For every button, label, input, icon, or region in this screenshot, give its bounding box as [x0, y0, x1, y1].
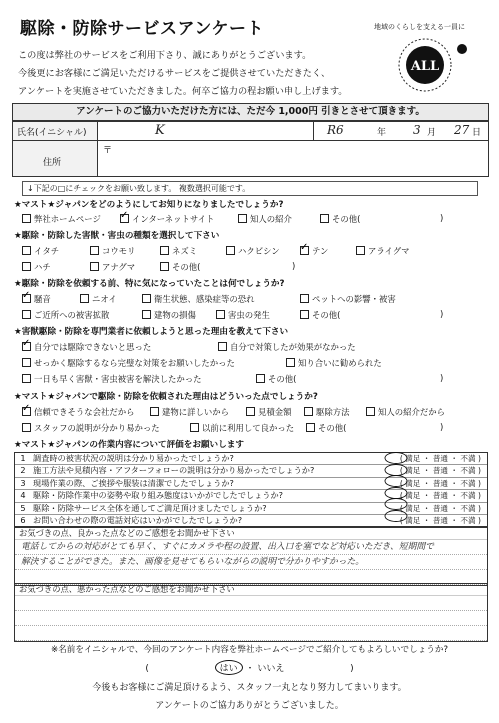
- q3-other-close: ): [440, 309, 444, 319]
- q3-option-hygiene[interactable]: 衛生状態、感染症等の恐れ: [142, 293, 255, 305]
- company-logo: [380, 35, 475, 97]
- checkbox[interactable]: [142, 310, 151, 319]
- feedback-good-box: [14, 527, 488, 586]
- q5-other-close: ): [440, 422, 444, 432]
- q4-other-close: ): [440, 373, 444, 383]
- consent-question: ※名前をイニシャルで、今回のアンケート内容を弊社ホームページでご紹介してもよろしいでしょうか?: [50, 645, 449, 655]
- day-field[interactable]: 27: [454, 123, 470, 137]
- q3-option-neighbors[interactable]: ご近所への被害拡散: [22, 309, 109, 321]
- month-label: 月: [427, 128, 437, 138]
- consent-yes[interactable]: はい: [215, 660, 243, 675]
- checkbox[interactable]: [22, 374, 31, 383]
- q3-option-smell[interactable]: ニオイ: [80, 293, 117, 305]
- closing-line-2: アンケートのご協力ありがとうございました。: [155, 701, 344, 711]
- checkbox[interactable]: [22, 423, 31, 432]
- q5-option-other[interactable]: その他(: [306, 422, 346, 434]
- checkbox[interactable]: [300, 310, 309, 319]
- q2-option-koumori[interactable]: コウモリ: [90, 245, 136, 257]
- q2-option-araiguma[interactable]: アライグマ: [356, 245, 409, 257]
- q4-option-self-failed[interactable]: 自分で対策したが効果がなかった: [218, 341, 356, 353]
- evaluation-title: ★マスト★ジャパンの作業内容について評価をお願いします: [14, 440, 244, 450]
- svg-text:ALL: ALL: [410, 59, 440, 74]
- feedback-good-title: お気づきの点、良かった点などのご感想をお聞かせ下さい: [15, 528, 487, 540]
- postal-mark: 〒: [103, 146, 113, 156]
- checkbox[interactable]: [22, 246, 31, 255]
- question-1-title: ★マスト★ジャパンをどのようにしてお知りになりましたでしょうか?: [14, 200, 284, 210]
- q5-option-previous-use[interactable]: 以前に利用して良かった: [190, 422, 294, 434]
- intro-line-2: 今後更にお客様にご満足いただけるサービスをご提供させていただきたく、: [18, 68, 331, 79]
- name-field[interactable]: K: [155, 123, 165, 138]
- page-title: 駆除・防除サービスアンケート: [20, 19, 264, 39]
- feedback-bad-box: [14, 583, 488, 642]
- checkbox-checked[interactable]: [22, 407, 31, 416]
- evaluation-row: 3 現場作業の際、ご挨拶や服装は清潔でしたでしょうか? ( 満足 ・ 普通 ・ 不満 ): [15, 478, 487, 490]
- checkbox[interactable]: [226, 246, 235, 255]
- q4-option-cannot-self[interactable]: ✓自分では駆除できないと思った: [22, 341, 151, 353]
- month-field[interactable]: 3: [413, 123, 421, 137]
- evaluation-table: [14, 452, 488, 527]
- q2-other-close: ): [292, 261, 296, 271]
- q5-option-method[interactable]: 駆除方法: [304, 406, 350, 418]
- evaluation-row: 6 お問い合わせの際の電話対応はいかがでしたでしょうか? ( 満足 ・ 普通 ・ 不満 ): [20, 514, 481, 525]
- checkbox-checked[interactable]: [120, 214, 129, 223]
- checkbox[interactable]: [80, 294, 89, 303]
- checkbox[interactable]: [216, 310, 225, 319]
- closing-line-1: 今後もお客様にご満足頂けるよう、スタッフ一丸となり努力してまいります。: [92, 683, 407, 693]
- checkbox[interactable]: [22, 358, 31, 367]
- q4-option-other[interactable]: その他(: [256, 373, 296, 385]
- discount-banner: アンケートのご協力いただけた方には、ただ今 1,000円 引きとさせて頂きます。: [12, 103, 489, 121]
- checkbox-checked[interactable]: [300, 246, 309, 255]
- question-4-title: ★害獣駆除・防除を専門業者に依頼しようと思った理由を教えて下さい: [14, 327, 289, 337]
- q5-option-referral[interactable]: 知人の紹介だから: [366, 406, 445, 418]
- checkbox-checked[interactable]: [22, 294, 31, 303]
- intro-line-3: アンケートを実施させていただきました。何卒ご協力の程お願い申し上げます。: [18, 86, 348, 97]
- checkbox[interactable]: [160, 246, 169, 255]
- address-field[interactable]: [101, 156, 481, 170]
- checkbox[interactable]: [320, 214, 329, 223]
- q4-option-recommended[interactable]: 知り合いに勧められた: [286, 357, 382, 369]
- q1-option-homepage[interactable]: 弊社ホームページ: [22, 213, 101, 225]
- checkbox[interactable]: [256, 374, 265, 383]
- rating-scale[interactable]: ( 満足 ・ 普通 ・ 不満 ): [399, 515, 481, 525]
- q3-option-building-damage[interactable]: 建物の損傷: [142, 309, 196, 321]
- checkbox[interactable]: [160, 262, 169, 271]
- q4-option-quick[interactable]: 一日も早く害獣・害虫被害を解決したかった: [22, 373, 202, 385]
- question-3-title: ★駆除・防除を依頼する前、特に気になっていたことは何でしょうか?: [14, 279, 285, 289]
- checkbox[interactable]: [190, 423, 199, 432]
- q2-option-hakubishin[interactable]: ハクビシン: [226, 245, 280, 257]
- q1-option-other[interactable]: その他(: [320, 213, 360, 225]
- q2-option-itachi[interactable]: イタチ: [22, 245, 59, 257]
- checkbox[interactable]: [246, 407, 255, 416]
- checkbox[interactable]: [22, 310, 31, 319]
- checkbox[interactable]: [90, 246, 99, 255]
- checkbox[interactable]: [142, 294, 151, 303]
- checkbox[interactable]: [366, 407, 375, 416]
- q3-option-pets[interactable]: ペットへの影響・被害: [300, 293, 396, 305]
- q3-option-noise[interactable]: ✓騒音: [22, 293, 51, 305]
- rating-scale[interactable]: ( 満足 ・ 普通 ・ 不満 ): [399, 491, 481, 501]
- checkbox[interactable]: [150, 407, 159, 416]
- checkbox-checked[interactable]: [22, 342, 31, 351]
- evaluation-row: 2 施工方法や見積内容・アフターフォローの説明は分かり易かったでしょうか? ( 満足 ・ 普通 ・ 不満 ): [15, 465, 487, 477]
- checkbox[interactable]: [306, 423, 315, 432]
- row-divider: [13, 140, 488, 141]
- date-era-field[interactable]: R6: [327, 123, 344, 137]
- q1-option-internet[interactable]: ✓ インターネットサイト: [120, 213, 214, 225]
- feedback-bad-line[interactable]: [15, 626, 487, 641]
- question-2-title: ★駆除・防除した害獣・害虫の種類を選択して下さい: [14, 231, 220, 241]
- checkbox[interactable]: [304, 407, 313, 416]
- q2-option-ten[interactable]: ✓ テン: [300, 245, 328, 257]
- intro-line-1: この度は弊社のサービスをご利用下さり、誠にありがとうございます。: [18, 50, 312, 61]
- rating-scale[interactable]: ( 満足 ・ 普通 ・ 不満 ): [399, 454, 481, 463]
- feedback-bad-title: お気づきの点、悪かった点などのご感想をお聞かせ下さい: [15, 584, 487, 596]
- checkbox[interactable]: [90, 262, 99, 271]
- q4-option-perfect[interactable]: せっかく駆除するなら完璧な対策をお願いしたかった: [22, 357, 235, 369]
- checkbox[interactable]: [286, 358, 295, 367]
- day-label: 日: [472, 128, 482, 138]
- q2-option-anaguma[interactable]: アナグマ: [90, 261, 135, 273]
- q5-option-estimate[interactable]: 見積金額: [246, 406, 292, 418]
- address-label: 住所: [43, 158, 62, 168]
- name-label: 氏名(イニシャル): [17, 128, 87, 138]
- consent-options: ( はい ・ いいえ ): [0, 660, 499, 675]
- q3-option-other[interactable]: その他(: [300, 309, 340, 321]
- year-label: 年: [377, 128, 387, 138]
- q2-option-nezumi[interactable]: ネズミ: [160, 245, 197, 257]
- checkbox[interactable]: [22, 262, 31, 271]
- checkbox[interactable]: [238, 214, 247, 223]
- checkbox[interactable]: [300, 294, 309, 303]
- evaluation-row: 1 調査時の被害状況の説明は分かり易かったでしょうか? ( 満足 ・ 普通 ・ 不満 ): [15, 453, 487, 465]
- q5-option-building-knowledge[interactable]: 建物に詳しいから: [150, 406, 229, 418]
- q1-option-referral[interactable]: 知人の紹介: [238, 213, 292, 225]
- consent-no[interactable]: いいえ: [257, 664, 285, 674]
- feedback-bad-line[interactable]: [15, 596, 487, 611]
- question-5-title: ★マスト★ジャパンで駆除・防除を依頼された理由はどういった点でしょうか?: [14, 392, 318, 402]
- q1-other-close: ): [440, 213, 444, 223]
- rating-scale[interactable]: ( 満足 ・ 普通 ・ 不満 ): [399, 503, 481, 513]
- q2-option-other[interactable]: その他(: [160, 261, 200, 273]
- rating-scale[interactable]: ( 満足 ・ 普通 ・ 不満 ): [399, 466, 481, 476]
- feedback-good-line[interactable]: 解決することができた。また、画像を見せてもらいながらの説明で分かりやすかった。: [15, 555, 487, 570]
- feedback-bad-line[interactable]: [15, 611, 487, 626]
- q2-option-hachi[interactable]: ハチ: [22, 261, 51, 273]
- checkbox[interactable]: [22, 214, 31, 223]
- date-divider: [313, 122, 314, 140]
- q3-option-pests[interactable]: 害虫の発生: [216, 309, 270, 321]
- evaluation-row: 4 駆除・防除作業中の姿勢や取り組み態度はいかがでしたでしょうか? ( 満足 ・ 普通 ・ 不満 ): [15, 490, 487, 502]
- company-tagline: 地域のくらしを支える一員に: [374, 23, 465, 31]
- instruction-notice: ↓下記の□にチェックをお願い致します。 複数選択可能です。: [22, 181, 478, 196]
- checkbox[interactable]: [356, 246, 365, 255]
- evaluation-row: 5 駆除・防除サービス全体を通してご満足頂けましたでしょうか? ( 満足 ・ 普通 ・ 不満 ): [15, 503, 487, 515]
- q5-option-trustworthy[interactable]: ✓信頼できそうな会社だから: [22, 406, 135, 418]
- q5-option-staff-explanation[interactable]: スタッフの説明が分かり易かった: [22, 422, 160, 434]
- rating-scale[interactable]: ( 満足 ・ 普通 ・ 不満 ): [399, 478, 481, 488]
- feedback-good-line[interactable]: 電話してからの対応がとても早く、すぐにカメラや程の設置、出入口を塞でなど対応いただき、短期間で: [15, 540, 487, 555]
- customer-info-grid: [12, 121, 489, 177]
- checkbox[interactable]: [218, 342, 227, 351]
